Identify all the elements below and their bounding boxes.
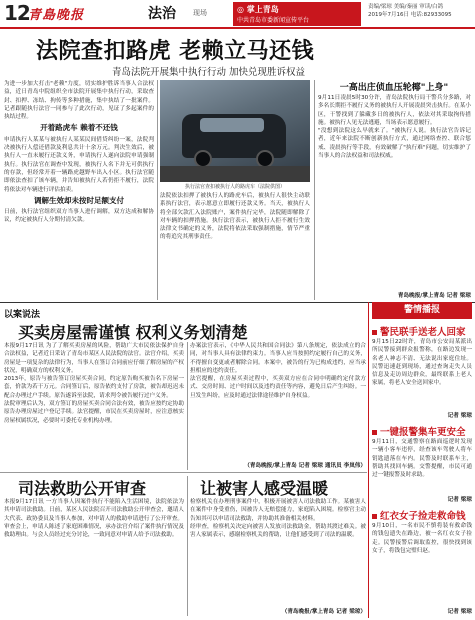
app-logo: ◎ 掌上青岛 xyxy=(237,5,279,14)
body-paragraph: 本报9月17日讯 为了了解买卖房屋的风险，帮助广大市民依法保护自身合法权益，记者近日采访了青岛市某区人民法院的法官。法官介绍，买卖房屋是一项复杂的法律行为，当事人在签订合同前应仔细了解房屋的产权状况，明确双方的权利义务。 xyxy=(4,343,184,374)
app-promo-box xyxy=(233,2,361,26)
alert3-title-text: 红衣女子捡走救命钱 xyxy=(380,511,466,522)
app-slogan: 中共青岛市委新闻宣传平台 xyxy=(237,17,310,24)
body-paragraph: 9月11日，交通警察在路面巡逻时发现一辆小客车违停，经查该车驾驶人将车钥匙遗落在车内。民警及时联系车主，帮助其找回车辆。交警提醒，市民可通过一键报警及时求助。 xyxy=(372,439,472,479)
body-paragraph: 经审查，检察机关决定向被害人发放司法救助金，帮助其渡过难关。被害人家属表示，感谢检察机关的帮助，让他们感受到了司法的温暖。 xyxy=(190,523,366,539)
subhead-mediation: 调解生效却未按时足额支付 xyxy=(34,195,124,205)
body-paragraph: 办案法官表示，《中华人民共和国合同法》第八条规定，依法成立的合同，对当事人具有法律约束力。当事人应当按照约定履行自己的义务，不得擅自变更或者解除合同。本案中，被告的行为已构成违约，应当承担相应的违约责任。 xyxy=(190,343,366,374)
body-paragraph: 9月10日，一名市民不慎将装有救命钱的钱包遗失在路边，被一名红衣女子捡走。民警接警后调取监控，很快找到该女子，将钱包完璧归赵。 xyxy=(372,523,472,554)
section-divider xyxy=(0,472,367,473)
body-paragraph: 本报9月17日讯 一方当事人因案件执行不能陷入生活困境，法院依法为其申请司法救助。日前，某区人民法院召开司法救助公开审查会，邀请人大代表、政协委员及当事人参加，对申请人的救助申请进行了公开审查。 xyxy=(4,499,184,522)
alert3-byline: 记者 梁琼 xyxy=(447,609,472,615)
top-headline: 法院查扣路虎 老赖立马还钱 xyxy=(36,39,315,64)
story4-headline: 让被害人感受温暖 xyxy=(200,479,329,498)
column-divider xyxy=(187,342,188,470)
body-paragraph: 2013年，原告与被告签订房屋买卖合同，约定原告购买被告名下房屋一套，价款为若干万元。合同签订后，原告依约支付了房款，被告却迟迟未配合办理过户手续。原告遂诉至法院，请求判令被告履行过户义务。 xyxy=(4,376,184,399)
ground xyxy=(160,166,310,182)
bullet-icon xyxy=(372,514,377,519)
alert2-title-text: 一键报警集车更安全 xyxy=(380,427,466,438)
body-paragraph: "没想到法院这么早就来了。"被执行人说。执行法官告诉记者，近年来法院不断创新执行方式，通过网络查控、联合惩戒、凌晨执行等手段，有效破解了"执行难"问题，切实维护了当事人的合法权益和司法权威。 xyxy=(318,128,471,160)
body-paragraph: 检察机关在办理刑事案件中，积极开展被害人司法救助工作。某被害人在案件中身受重伤，因被告人无赔偿能力，家庭陷入困境。检察官主动告知其可以申请司法救助，并协助其准备相关材料。 xyxy=(190,499,366,522)
alert1-body xyxy=(372,338,472,410)
story4-byline: （青岛晚报/掌上青岛 记者 梁琼） xyxy=(281,609,366,615)
story2-column xyxy=(190,342,366,460)
alert2-byline: 记者 梁琼 xyxy=(447,497,472,503)
alert1-title xyxy=(372,324,466,338)
car-window xyxy=(200,118,264,132)
news-photo-car xyxy=(160,80,310,182)
alert3-body xyxy=(372,522,472,606)
body-paragraph: 申请执行人某某与被执行人某某民间借贷纠纷一案，法院判决被执行人偿还借款及利息共计十余万元。判决生效后，被执行人一直未履行还款义务，申请执行人遂向法院申请强制执行。执行法官在调查中发现，被执行人名下并无可供执行的存款，但经常开着一辆路虎越野车出入小区。执行法官随即依法查扣了该车辆，并告知被执行人若仍拒不履行，法院将依法对车辆进行评估拍卖。 xyxy=(4,136,154,193)
bullet-icon xyxy=(372,330,377,335)
column-divider xyxy=(157,80,158,300)
story3-column xyxy=(4,498,184,616)
section-tag-case-law: 以案说法 xyxy=(4,310,41,320)
alert2-body xyxy=(372,438,472,494)
masthead xyxy=(0,0,475,30)
alerts-divider xyxy=(368,302,369,618)
side-story-column xyxy=(318,94,471,290)
subhead-range-rover: 开着路虎车 赖着不还钱 xyxy=(40,123,118,133)
body-paragraph: 日前，执行法官组织双方当事人进行调解，双方达成和解协议，约定被执行人分期付清欠款。 xyxy=(4,209,154,224)
story3-headline: 司法救助公开审查 xyxy=(18,479,147,498)
body-paragraph: 审查会上，申请人陈述了家庭困难情况，承办法官介绍了案件执行情况及救助理由。与会人员经过充分讨论，一致同意对申请人给予司法救助。 xyxy=(4,523,184,539)
bullet-icon xyxy=(372,430,377,435)
top-subheadline: 青岛法院开展集中执行行动 加快兑现胜诉权益 xyxy=(112,67,306,78)
alerts-banner: 警情播报 xyxy=(372,302,472,319)
intro-paragraph: 为进一步加大打击"老赖"力度，切实维护胜诉当事人合法权益，近日青岛中院组织全市法院开展集中执行行动，采取查封、扣押、冻结、拘传等多种措施，集中执结了一批案件。记者跟随执行法官一同参与了此次行动，见证了多起案件的执结过程。 xyxy=(4,81,154,121)
paper-logo: 青島晚报 xyxy=(28,8,85,23)
side-story-title: 一高出庄侦血压轮椰"上身" xyxy=(339,83,449,93)
photo-caption: 执行法官查扣被执行人的路虎车（法院供图） xyxy=(184,184,285,190)
body-paragraph: 9月11日凌晨5时30分许，青岛法院执行局干警兵分多路，对多名长期拒不履行义务的被执行人开展凌晨突击执行。在某小区，干警找到了躲藏多日的被执行人，依法对其采取拘传措施。被执行人见无法逃避，当场表示愿意履行。 xyxy=(318,95,471,126)
story2-byline: （青岛晚报/掌上青岛 记者 梁琼 通讯员 李岚伟） xyxy=(244,463,366,469)
masthead-rule xyxy=(0,27,475,29)
story4-column xyxy=(190,498,366,606)
body-paragraph: 法院依法扣押了被执行人的路虎车后，被执行人很快主动联系执行法官，表示愿意立即履行还款义务。当天，被执行人将全部欠款汇入法院账户，案件执行完毕，法院随即解除了对车辆的扣押措施。执行法官表示，被执行人拒不履行生效法律文书确定的义务，法院将依法采取强制措施，情节严重的将追究其刑事责任。 xyxy=(160,193,310,241)
alert2-title xyxy=(372,424,466,438)
story1-column xyxy=(4,342,184,472)
section-subtitle: 现场 xyxy=(193,9,207,17)
body-paragraph: 法院审理后认为，双方签订的房屋买卖合同合法有效，被告应按约定协助原告办理房屋过户登记手续。法官提醒，市民在买卖房屋时，应注意核实房屋权属状况，必要时可委托专业机构办理。 xyxy=(4,401,184,424)
editor-line: 责编/梁琼 美编/秦丽 审读/白鸽 xyxy=(368,4,444,10)
page-number: 12 xyxy=(4,1,30,25)
alert3-title xyxy=(372,508,466,522)
section-title: 法治 xyxy=(148,6,176,22)
alert1-byline: 记者 梁琼 xyxy=(447,413,472,419)
top-story-column-1 xyxy=(4,80,154,302)
column-divider xyxy=(314,80,315,300)
alert1-title-text: 警民联手送老人回家 xyxy=(380,327,466,338)
date-line: 2019年7月16日 电话:82933095 xyxy=(368,12,452,18)
column-divider xyxy=(187,476,188,616)
top-story-byline: 青岛晚报/掌上青岛 记者 梁琼 xyxy=(397,293,471,299)
body-paragraph: 9月15日22时许，青岛市公安局某派出所民警接到群众报警称，在路边发现一名老人神志不清、无法说出家庭住址。民警迅速赶到现场，通过查询走失人员信息及走访周边群众，最终联系上老人家属，将老人安全送回家中。 xyxy=(372,339,472,387)
masthead-info xyxy=(368,3,474,19)
top-story-column-2 xyxy=(160,192,310,300)
story1-headline: 买卖房屋需谨慎 权利义务划清楚 xyxy=(18,323,248,342)
body-paragraph: 法官提醒，在房屋买卖过程中，买卖双方应在合同中明确约定付款方式、交房时间、过户时间以及违约责任等内容，避免日后产生纠纷。一旦发生纠纷，应及时通过法律途径维护自身权益。 xyxy=(190,376,366,399)
